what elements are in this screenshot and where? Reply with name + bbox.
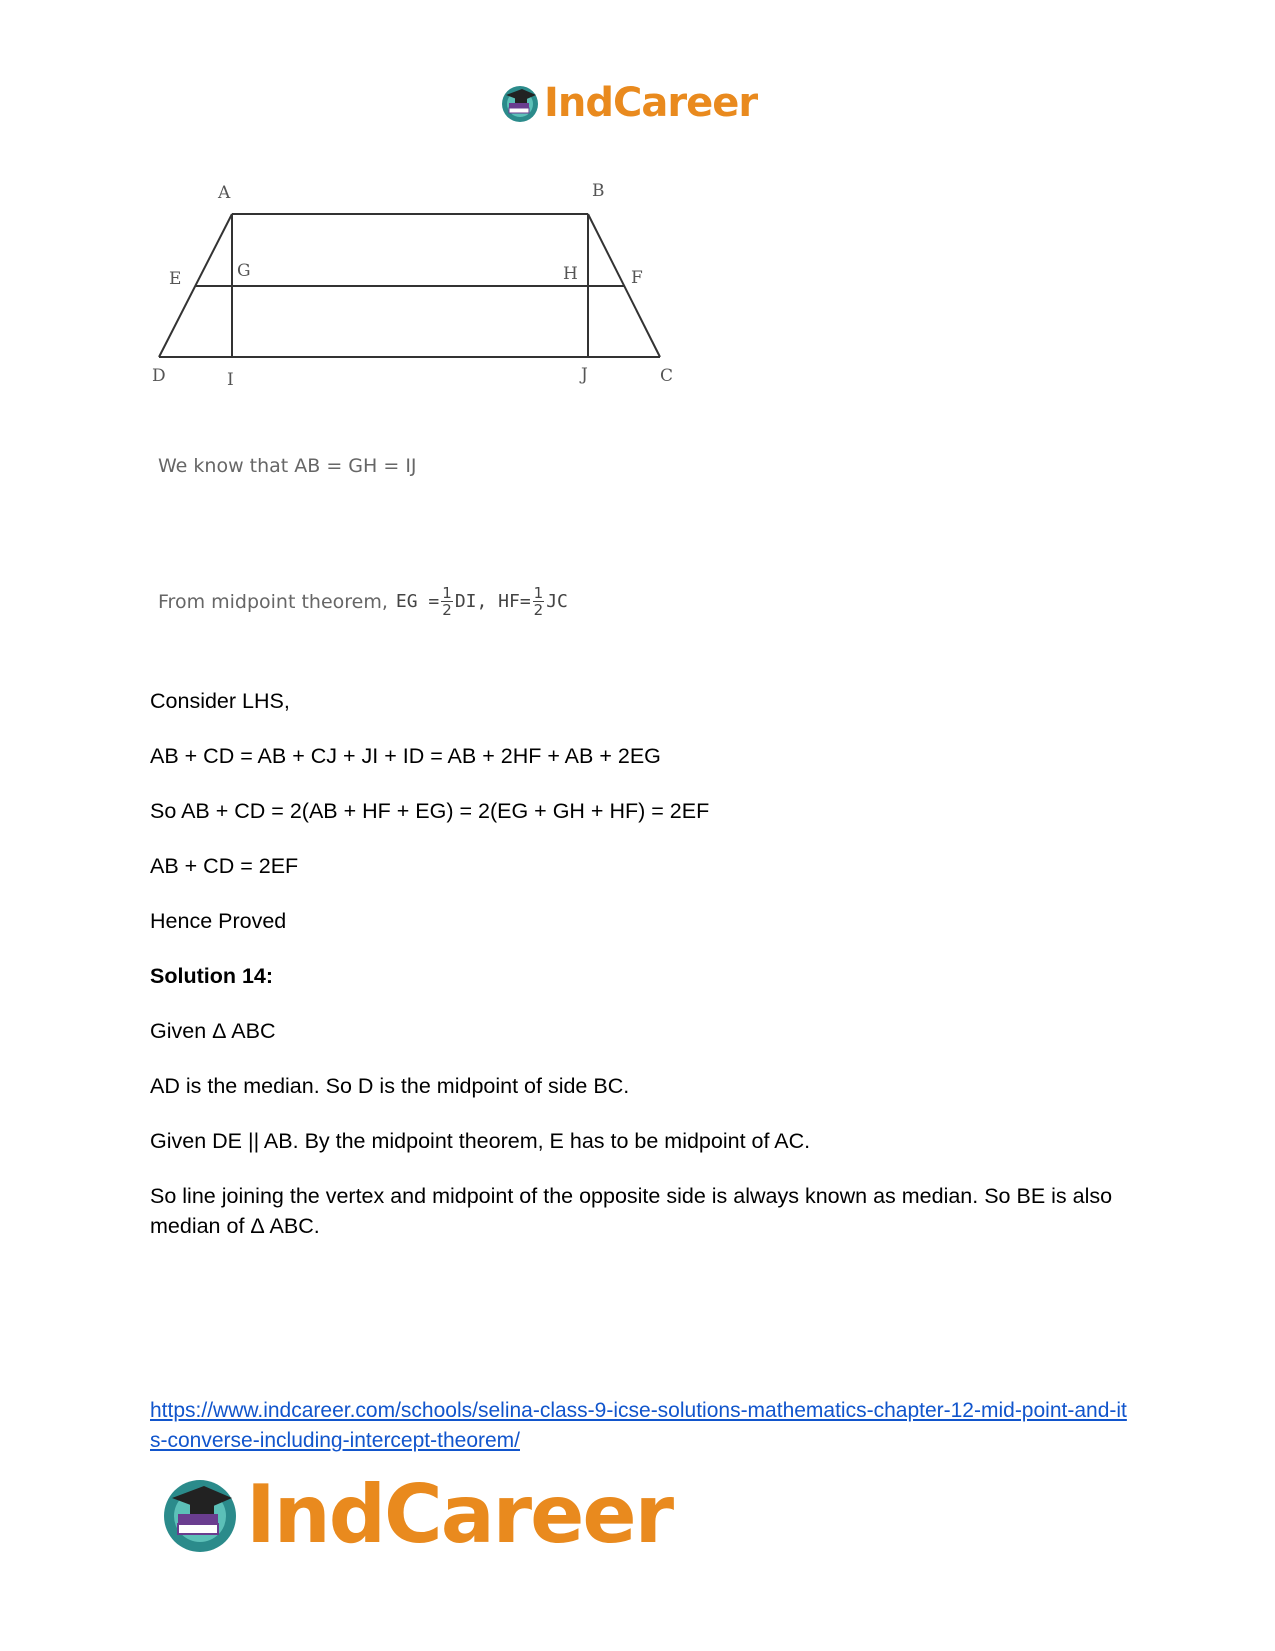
label-d: D <box>152 366 166 386</box>
known-equality-text: We know that AB = GH = IJ <box>158 455 417 477</box>
label-e: E <box>169 269 182 289</box>
label-c: C <box>660 366 674 386</box>
paragraph-given-triangle: Given Δ ABC <box>150 1019 276 1043</box>
jc-label: JC <box>546 591 568 612</box>
midpoint-prefix: From midpoint theorem, <box>158 590 388 613</box>
paragraph-median: AD is the median. So D is the midpoint of side BC. <box>150 1074 630 1098</box>
label-j: J <box>581 365 588 385</box>
header-logo <box>500 80 757 126</box>
di-hf-label: DI, HF= <box>454 591 531 612</box>
label-a: A <box>218 183 231 203</box>
trapezium-figure <box>150 180 710 420</box>
graduation-cap-logo-icon <box>500 83 540 123</box>
midpoint-theorem-line <box>158 585 568 618</box>
fraction-half-2: $\frac{1}{2}$ <box>533 584 544 619</box>
paragraph-expansion: AB + CD = AB + CJ + JI + ID = AB + 2HF + AB + 2EG <box>150 744 661 768</box>
fraction-half-1: $\frac{1}{2}$ <box>442 584 452 619</box>
label-f: F <box>631 268 643 288</box>
footer-logo <box>160 1467 673 1561</box>
graduation-cap-logo-icon <box>160 1474 240 1554</box>
source-link[interactable]: https://www.indcareer.com/schools/selina-class-9-icse-solutions-mathematics-chapter-12-mid-point-and-its-converse-including-intercept-theorem/ <box>150 1399 1127 1452</box>
label-b: B <box>592 181 605 201</box>
paragraph-simplify: So AB + CD = 2(AB + HF + EG) = 2(EG + GH + HF) = 2EF <box>150 799 710 823</box>
paragraph-hence-proved: Hence Proved <box>150 909 287 933</box>
solution-heading: Solution 14: <box>150 964 274 988</box>
label-g: G <box>237 261 251 281</box>
paragraph-consider-lhs: Consider LHS, <box>150 689 290 713</box>
paragraph-result: AB + CD = 2EF <box>150 854 299 878</box>
logo-wordmark: IndCareer <box>544 80 758 126</box>
logo-wordmark-large: IndCareer <box>246 1467 673 1561</box>
paragraph-conclusion: So line joining the vertex and midpoint of the opposite side is always known as median. So BE is also median of Δ ABC. <box>150 1184 1113 1238</box>
eg-label: EG = <box>395 591 440 612</box>
paragraph-midpoint-theorem: Given DE || AB. By the midpoint theorem, E has to be midpoint of AC. <box>150 1129 811 1153</box>
label-h: H <box>563 264 578 284</box>
label-i: I <box>227 370 234 390</box>
